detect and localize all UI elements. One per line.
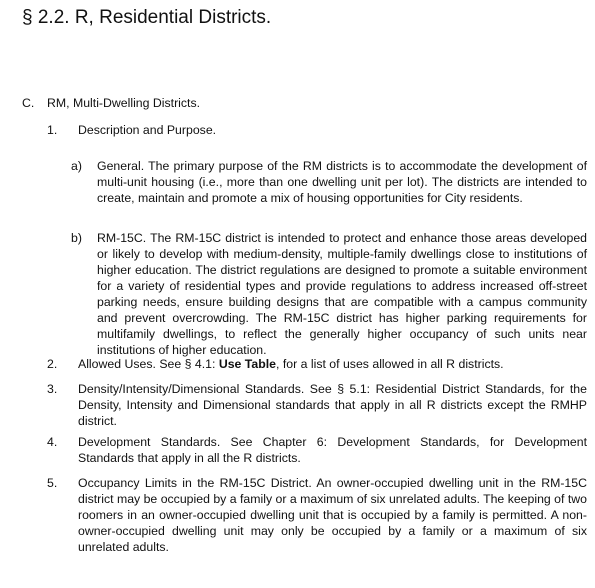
subsection-c-label: C. <box>22 96 35 110</box>
list-item-text: Density/Intensity/Dimensional Standards. See § 5.1: Residential District Standards, for the Density, Intensity and Dimensional standards that apply in all R districts except the RMHP district. <box>78 382 587 428</box>
subsection-c <box>22 95 200 111</box>
subsection-c-title: RM, Multi-Dwelling Districts. <box>47 96 201 110</box>
subitem-label: b) <box>71 231 82 245</box>
subitem-label: a) <box>71 159 82 173</box>
list-item-text: Description and Purpose. <box>78 123 217 137</box>
list-item-1 <box>47 122 587 138</box>
subitem-b <box>71 230 587 358</box>
list-item-text <box>78 356 587 372</box>
section-heading: § 2.2. R, Residential Districts. <box>22 7 272 28</box>
list-item-4 <box>47 434 587 466</box>
subitem-text: General. The primary purpose of the RM districts is to accommodate the development of multi-unit housing (i.e., more than one dwelling unit per lot). The districts are intended to create, maintain and promote a mix of housing opportunities for City residents. <box>97 159 587 205</box>
list-item-2 <box>47 356 587 372</box>
use-table-reference: Use Table <box>218 357 276 371</box>
list-item-text: Development Standards. See Chapter 6: Development Standards, for Development Standards that apply in all the R districts. <box>78 435 587 465</box>
list-item-3 <box>47 381 587 429</box>
list-item-5 <box>47 475 587 555</box>
text-run: , for a list of uses allowed in all R districts. <box>276 357 504 371</box>
list-item-number: 2. <box>47 357 58 371</box>
subitem-a <box>71 158 587 206</box>
text-run: Allowed Uses. See § 4.1: <box>78 357 219 371</box>
subitem-text: RM-15C. The RM-15C district is intended to protect and enhance those areas developed or likely to develop with medium-density, multiple-family dwellings close to institutions of higher education. The district regulations are designed to promote a suitable environment for a variety of residential types and provide regulations to address increased off-street parking needs, ensure building designs that are compatible with a campus community and prevent overcrowding. The RM-15C district has higher parking requirements for multifamily dwellings, to reflect the generally higher occupancy of such units near institutions of higher education. <box>97 231 587 357</box>
list-item-number: 3. <box>47 382 58 396</box>
list-item-number: 5. <box>47 476 58 490</box>
list-item-number: 1. <box>47 123 58 137</box>
list-item-number: 4. <box>47 435 58 449</box>
list-item-text: Occupancy Limits in the RM-15C District. An owner-occupied dwelling unit in the RM-15C district may be occupied by a family or a maximum of six unrelated adults. The keeping of two roomers in an owner-occupied dwelling unit that is occupied by a family is permitted. A non-owner-occupied dwelling unit may only be occupied by a family or a maximum of six unrelated adults. <box>78 476 587 554</box>
